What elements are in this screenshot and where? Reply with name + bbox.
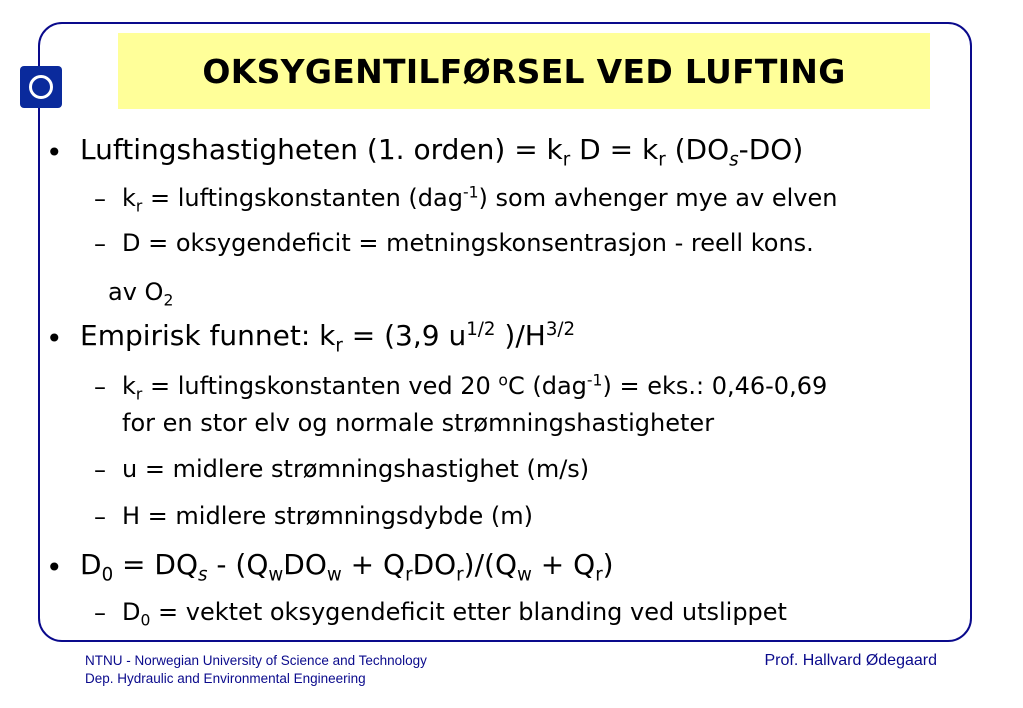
bullet-2-marker: • xyxy=(46,322,63,355)
bullet-2-1-text-cont: for en stor elv og normale strømningshastigheter xyxy=(122,409,715,437)
bullet-2-1-marker: – xyxy=(94,373,106,401)
bullet-2-3-marker: – xyxy=(94,503,106,531)
bullet-1-marker: • xyxy=(46,136,63,169)
bullet-1-text: Luftingshastigheten (1. orden) = $k_r$ $D = k_r$ $(DO_s-DO)$ xyxy=(80,133,804,171)
bullet-3-marker: • xyxy=(46,551,63,584)
bullet-1-2-text: D = oksygendeficit = metningskonsentrasjon - reell kons. xyxy=(122,229,814,257)
bullet-1-1-text: $k_r$ = luftingskonstanten (dag$^{-1}$) som avhenger mye av elven xyxy=(122,183,838,216)
bullet-1-1-marker: – xyxy=(94,185,106,213)
bullet-1-2-marker: – xyxy=(94,230,106,258)
bullet-2-1-text: $k_r$ = luftingskonstanten ved 20 $^o$C (dag$^{-1}$) = eks.: 0,46-0,69 xyxy=(122,371,828,404)
bullet-3-1-text: $D_0$ = vektet oksygendeficit etter blanding ved utslippet xyxy=(122,598,787,630)
bullet-3-text: $D_0 = DQ_s - (Q_wDO_w + Q_rDO_r)/(Q_w + Q_r)$ xyxy=(80,548,614,586)
bullet-3-1-marker: – xyxy=(94,599,106,627)
bullet-2-3-text: H = midlere strømningsdybde (m) xyxy=(122,502,533,530)
bullet-2-text: Empirisk funnet: $k_r = (3,9$ $u^{1/2}$ )$/H^{3/2}$ xyxy=(80,319,576,357)
slide-title: OKSYGENTILFØRSEL VED LUFTING xyxy=(202,51,846,91)
footer-author: Prof. Hallvard Ødegaard xyxy=(764,652,937,669)
bullet-2-2-marker: – xyxy=(94,456,106,484)
bullet-1-2-text-cont: av $O_2$ xyxy=(108,278,174,310)
footer-university: NTNU - Norwegian University of Science and Technology xyxy=(85,653,427,668)
footer-department: Dep. Hydraulic and Environmental Engineering xyxy=(85,671,366,686)
footer-institution xyxy=(85,652,427,688)
bullet-2-2-text: u = midlere strømningshastighet (m/s) xyxy=(122,455,590,483)
